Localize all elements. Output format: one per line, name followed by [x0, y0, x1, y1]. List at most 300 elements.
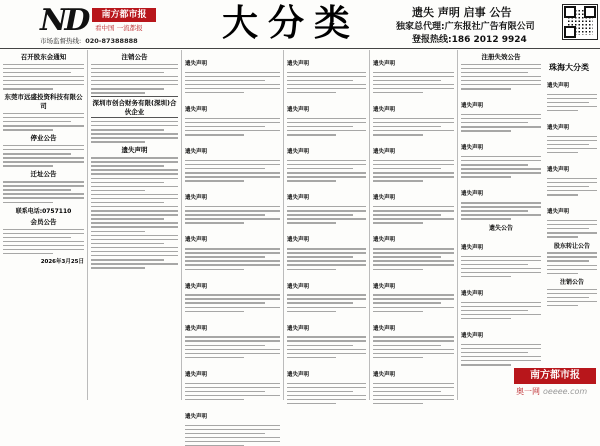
text-line: [287, 218, 366, 219]
text-line: [91, 194, 178, 195]
text-line: [547, 305, 578, 306]
text-line: [91, 72, 164, 73]
text-line: [3, 161, 84, 162]
text-line: [373, 122, 454, 123]
text-line: [185, 429, 280, 430]
column-6: [458, 50, 544, 400]
text-line: [287, 176, 366, 177]
text-line: [461, 88, 511, 89]
notice-tag: 遗失声明: [547, 83, 570, 89]
notice-date: 2026年3月25日: [40, 259, 84, 266]
text-line: [185, 72, 280, 73]
hotline-number: 020-87388888: [85, 37, 138, 45]
text-line: [461, 302, 541, 303]
text-line: [547, 256, 597, 257]
text-line: [185, 168, 265, 169]
text-line: [185, 357, 244, 358]
text-line: [287, 294, 366, 295]
masthead: [0, 0, 600, 49]
text-line: [185, 84, 280, 85]
notice-entry: [373, 138, 454, 181]
text-line: [547, 94, 597, 95]
notice-tag: 遗失声明: [287, 107, 310, 114]
notice-entry: [185, 315, 280, 358]
notice-entry: [461, 280, 541, 319]
text-line: [461, 218, 511, 219]
text-line: [547, 265, 597, 266]
text-line: [461, 172, 541, 173]
text-line: [185, 76, 280, 77]
notice-tag: 遗失声明: [185, 371, 208, 378]
text-line: [547, 190, 597, 191]
zhuhai-section-title: 珠海大分类: [549, 63, 589, 72]
text-line: [185, 425, 280, 426]
notice-tag: 遗失声明: [373, 107, 396, 114]
text-line: [91, 198, 178, 199]
text-line: [287, 353, 366, 354]
notice-entry: [373, 184, 454, 223]
text-line: [461, 310, 528, 311]
text-line: [287, 126, 353, 127]
text-line: [547, 136, 597, 137]
text-line: [287, 222, 336, 223]
text-line: [547, 252, 597, 253]
text-line: [91, 84, 178, 85]
notice-entry: [547, 198, 597, 237]
text-line: [185, 164, 280, 165]
notice-entry: [547, 72, 597, 111]
text-line: [287, 118, 366, 119]
text-line: [547, 110, 578, 111]
text-line: [91, 165, 164, 166]
text-line: [287, 340, 366, 341]
text-line: [373, 345, 441, 346]
text-line: [185, 210, 280, 211]
text-line: [461, 256, 541, 257]
text-line: [547, 289, 597, 290]
agency-label: 独家总代理:: [396, 22, 445, 32]
text-line: [3, 245, 84, 246]
text-line: [461, 130, 511, 131]
text-line: [373, 336, 454, 337]
notice-tag: 遗失声明: [461, 333, 484, 340]
notice-tag: 遗失声明: [461, 291, 484, 298]
notice-tag: 遗失声明: [287, 195, 310, 202]
column-3: [182, 50, 284, 420]
text-line: [91, 157, 178, 158]
notice-tag: 遗失声明: [185, 413, 208, 420]
text-line: [91, 267, 145, 268]
agency-name: 广东报社广告有限公司: [444, 22, 535, 32]
text-line: [373, 353, 454, 354]
text-line: [547, 228, 589, 229]
text-line: [185, 345, 265, 346]
column-heading: 东莞市远盛投资科技有限公司: [4, 93, 83, 111]
text-line: [287, 395, 366, 396]
notice-entry: [287, 184, 366, 223]
text-line: [3, 72, 71, 73]
text-line: [3, 117, 84, 118]
notice-tag: 遗失声明: [287, 283, 310, 290]
text-line: [185, 336, 280, 337]
text-line: [185, 172, 280, 173]
hotline-label: 市场监督热线:: [40, 37, 82, 45]
notice-tag: 遗失声明: [185, 61, 208, 67]
text-line: [547, 102, 589, 103]
notice-tag: 遗失声明: [373, 237, 396, 244]
text-line: [461, 156, 541, 157]
text-line: [373, 391, 441, 392]
notice-tag: 遗失声明: [461, 244, 484, 251]
text-line: [373, 311, 423, 312]
text-line: [185, 302, 265, 303]
text-line: [373, 160, 454, 161]
column-1: [0, 50, 88, 400]
text-line: [3, 88, 53, 89]
text-line: [185, 298, 280, 299]
hotline: [40, 36, 138, 45]
text-line: [91, 243, 164, 244]
text-line: [373, 164, 454, 165]
notice-tag: 遗失声明: [461, 191, 484, 198]
notice-tag: 遗失声明: [287, 61, 310, 67]
notice-tag: 遗失声明: [547, 125, 570, 132]
text-line: [91, 214, 178, 215]
phone-label: 登报热线:: [412, 35, 452, 45]
text-line: [91, 235, 178, 236]
text-line: [373, 248, 454, 249]
notice-tag: 遗失声明: [547, 167, 570, 174]
text-line: [287, 256, 353, 257]
notice-entry: [461, 234, 541, 277]
text-line: [547, 220, 597, 221]
text-line: [287, 210, 366, 211]
text-line: [3, 80, 84, 81]
notice-entry: [91, 64, 178, 94]
text-line: [91, 137, 178, 138]
text-line: [373, 269, 423, 270]
text-line: [91, 202, 164, 203]
text-line: [287, 336, 366, 337]
notice-entry: [91, 121, 178, 143]
notice-entry: [287, 96, 366, 135]
text-line: [287, 172, 366, 173]
notice-tag: 遗失声明: [373, 371, 396, 378]
text-line: [287, 160, 366, 161]
column-heading: 会员公告: [30, 217, 57, 226]
text-line: [3, 76, 84, 77]
text-line: [373, 260, 454, 261]
text-line: [547, 293, 597, 294]
text-line: [461, 126, 541, 127]
notice-tag: 遗失声明: [185, 195, 208, 202]
text-line: [91, 226, 178, 227]
text-line: [373, 349, 454, 350]
qr-finder: [584, 6, 596, 18]
phone-line: [412, 32, 527, 45]
notice-tag: 遗失声明: [185, 237, 208, 244]
phone-number: 186 2012 9924: [451, 35, 527, 45]
text-line: [185, 399, 244, 400]
text-line: [185, 441, 280, 442]
notice-entry: [185, 361, 280, 400]
text-line: [461, 122, 528, 123]
text-line: [461, 164, 528, 165]
text-line: [3, 189, 71, 190]
text-line: [373, 72, 454, 73]
text-line: [91, 247, 178, 248]
text-line: [185, 395, 280, 396]
text-line: [3, 241, 84, 242]
text-line: [185, 206, 280, 207]
text-line: [461, 118, 541, 119]
text-line: [3, 149, 84, 150]
column-heading: 遗失声明: [121, 146, 148, 155]
text-line: [185, 218, 280, 219]
text-line: [185, 252, 280, 253]
text-line: [185, 256, 265, 257]
column-heading: 召开股东会通知: [20, 53, 67, 61]
text-line: [547, 269, 597, 270]
text-line: [91, 92, 145, 93]
text-line: [91, 169, 178, 170]
text-line: [91, 129, 164, 130]
text-line: [91, 239, 178, 240]
text-line: [461, 318, 511, 319]
text-line: [185, 88, 280, 89]
text-line: [547, 301, 597, 302]
notice-entry: [185, 273, 280, 312]
text-line: [373, 399, 454, 400]
text-line: [373, 92, 423, 93]
text-line: [547, 273, 578, 274]
text-line: [91, 186, 178, 187]
text-line: [461, 160, 541, 161]
notice-entry: [3, 113, 84, 131]
text-line: [91, 206, 178, 207]
notice-tag: 遗失声明: [185, 149, 208, 156]
notice-tag: 遗失声明: [287, 149, 310, 156]
text-line: [91, 178, 178, 179]
text-line: [461, 360, 541, 361]
notice-entry: [373, 361, 454, 404]
text-line: [3, 233, 84, 234]
text-line: [3, 202, 53, 203]
notice-entry: [373, 50, 454, 93]
text-line: [91, 182, 164, 183]
text-line: [287, 387, 366, 388]
text-line: [547, 194, 578, 195]
column-heading: 停业公告: [30, 134, 57, 143]
text-line: [185, 433, 265, 434]
text-line: [373, 172, 454, 173]
text-line: [287, 391, 353, 392]
text-line: [373, 383, 454, 384]
text-line: [91, 218, 164, 219]
notice-entry: [547, 289, 597, 307]
text-line: [287, 164, 366, 165]
text-line: [461, 210, 528, 211]
text-line: [91, 88, 164, 89]
column-5: [370, 50, 458, 400]
text-line: [185, 160, 280, 161]
text-line: [547, 224, 597, 225]
section-subhead: 遗失公告: [488, 224, 513, 232]
notice-entry: [461, 134, 541, 177]
notice-entry: [287, 138, 366, 181]
text-line: [373, 264, 454, 265]
text-line: [287, 76, 366, 77]
notice-entry: [461, 64, 541, 90]
notice-entry: [373, 96, 454, 135]
text-line: [91, 222, 178, 223]
text-line: [3, 157, 84, 158]
text-line: [91, 161, 178, 162]
text-line: [373, 403, 423, 404]
notice-entry: [373, 226, 454, 269]
notice-entry: [185, 403, 280, 446]
text-line: [373, 387, 454, 388]
notice-entry: [185, 96, 280, 135]
text-line: [373, 214, 441, 215]
text-line: [461, 268, 541, 269]
text-line: [547, 148, 597, 149]
text-line: [185, 134, 244, 135]
text-line: [287, 383, 366, 384]
notice-entry: [3, 145, 84, 167]
text-line: [373, 218, 454, 219]
text-line: [373, 88, 454, 89]
text-line: [461, 264, 528, 265]
text-line: [287, 214, 353, 215]
text-line: [461, 72, 528, 73]
text-line: [461, 276, 511, 277]
notice-tag: 遗失声明: [461, 145, 484, 152]
text-line: [185, 269, 244, 270]
text-line: [373, 206, 454, 207]
text-line: [91, 121, 178, 122]
notice-entry: [185, 50, 280, 93]
bottom-logo-brand: 南方都市报: [514, 368, 596, 384]
text-line: [3, 237, 71, 238]
text-line: [91, 255, 178, 256]
text-line: [461, 76, 541, 77]
text-line: [3, 193, 84, 194]
text-line: [185, 222, 244, 223]
text-line: [185, 264, 280, 265]
text-line: [461, 344, 541, 345]
notice-entry: [461, 322, 541, 365]
notice-entry: [91, 235, 178, 269]
text-line: [91, 251, 178, 252]
text-line: [461, 68, 541, 69]
logo-mark: ND: [40, 3, 88, 38]
text-line: [3, 253, 53, 254]
nd-logo: [40, 3, 92, 38]
text-line: [185, 387, 280, 388]
column-heading: 注销公告: [121, 53, 148, 61]
text-line: [373, 210, 454, 211]
text-line: [287, 72, 366, 73]
text-line: [185, 118, 280, 119]
text-line: [461, 314, 541, 315]
text-line: [3, 249, 84, 250]
notice-tag: 遗失声明: [287, 325, 310, 332]
text-line: [547, 144, 589, 145]
qr-finder: [564, 26, 576, 38]
logo-brand: 南方都市报: [92, 8, 156, 22]
text-line: [185, 122, 280, 123]
text-line: [461, 202, 541, 203]
text-line: [185, 248, 280, 249]
text-line: [185, 176, 280, 177]
text-line: [373, 118, 454, 119]
text-line: [547, 260, 589, 261]
notice-entry: [461, 180, 541, 219]
text-line: [287, 130, 366, 131]
text-line: [185, 92, 244, 93]
notice-tag: 遗失声明: [373, 149, 396, 156]
text-line: [185, 307, 280, 308]
text-line: [461, 84, 541, 85]
text-line: [373, 256, 441, 257]
text-line: [287, 168, 353, 169]
column-heading: 注册失效公告: [481, 53, 521, 61]
notice-tag: 遗失声明: [373, 283, 396, 290]
bottom-logo-site: 奥一网: [516, 387, 540, 396]
notice-entry: [287, 315, 366, 358]
text-line: [91, 141, 145, 142]
notice-tag: 遗失声明: [373, 61, 396, 67]
notice-entry: [547, 156, 597, 195]
notice-entry: [373, 315, 454, 358]
text-line: [373, 168, 441, 169]
text-line: [287, 264, 366, 265]
notice-entry: [3, 64, 84, 90]
text-line: [461, 356, 541, 357]
agency-line: [396, 19, 535, 32]
text-line: [287, 260, 366, 261]
notice-entry: [185, 226, 280, 269]
text-line: [287, 80, 353, 81]
text-line: [287, 248, 366, 249]
notice-entry: [461, 92, 541, 131]
text-line: [91, 259, 164, 260]
text-line: [3, 185, 84, 186]
text-line: [373, 307, 454, 308]
column-4: [284, 50, 370, 400]
text-line: [3, 145, 84, 146]
text-line: [91, 76, 178, 77]
text-line: [373, 298, 454, 299]
text-line: [373, 130, 454, 131]
bottom-logo: [514, 368, 600, 400]
text-line: [91, 210, 178, 211]
notice-tag: 遗失声明: [461, 103, 484, 110]
text-line: [185, 180, 244, 181]
text-line: [373, 84, 454, 85]
text-line: [461, 168, 541, 169]
text-line: [547, 140, 597, 141]
qr-code-icon[interactable]: [562, 4, 598, 40]
text-line: [287, 180, 336, 181]
text-line: [461, 272, 541, 273]
text-line: [185, 340, 280, 341]
section-subhead: 股东转让公告: [553, 242, 590, 250]
text-line: [287, 134, 336, 135]
notice-tag: 遗失声明: [287, 237, 310, 244]
text-line: [185, 260, 280, 261]
